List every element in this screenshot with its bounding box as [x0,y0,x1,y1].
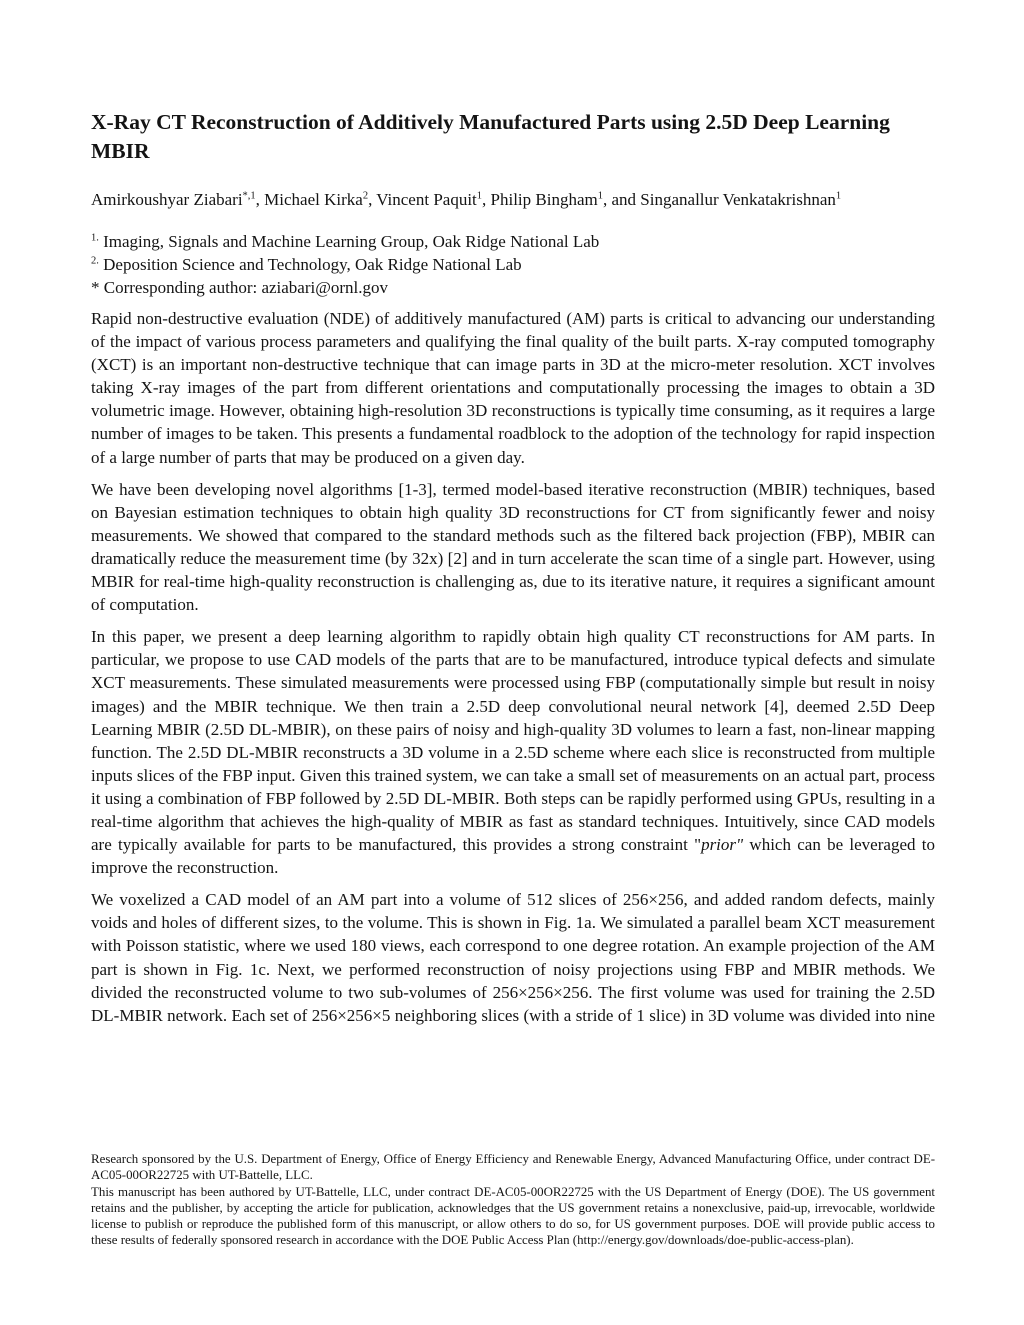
author-separator: , [482,190,491,209]
affiliation-mark: 2. [91,255,99,267]
author-list [91,188,935,211]
affiliation-text: Imaging, Signals and Machine Learning Group, Oak Ridge National Lab [98,232,600,251]
author-name: Singanallur Venkatakrishnan [640,190,836,209]
abstract-body [91,307,935,1027]
author-separator: , [368,190,377,209]
affiliation-item [91,230,935,253]
author-name: Amirkoushyar Ziabari [91,190,243,209]
paragraph-3-text: In this paper, we present a deep learning algorithm to rapidly obtain high quality CT reconstructions for AM parts. In particular, we propose to use CAD models of the parts that are to be manufactured, introduce typical defects and simulate XCT measurements. These simulated measurements were processed using FBP (computationally simple but result in noisy images) and the MBIR technique. We then train a 2.5D deep convolutional neural network [4], deemed 2.5D Deep Learning MBIR (2.5D DL-MBIR), on these pairs of noisy and high-quality 3D volumes to learn a fast, non-linear mapping function. The 2.5D DL-MBIR reconstructs a 3D volume in a 2.5D scheme where each slice is reconstructed from multiple inputs slices of the FBP input. Given this trained system, we can take a small set of measurements on an actual part, process it using a combination of FBP followed by 2.5D DL-MBIR. Both steps can be rapidly performed using GPUs, resulting in a real-time algorithm that achieves the high-quality of MBIR as fast as standard techniques. Intuitively, since CAD models are typically available for parts to be manufactured, this provides a strong constraint " [91,627,935,855]
paragraph-1: Rapid non-destructive evaluation (NDE) of additively manufactured (AM) parts is critical to advancing our understanding of the impact of various process parameters and qualifying the final quality of the built parts. X-ray computed tomography (XCT) is an important non-destructive technique that can image parts in 3D at the micro-meter resolution. XCT involves taking X-ray images of the part from different orientations and computationally processing the images to obtain a 3D volumetric image. However, obtaining high-resolution 3D reconstructions is typically time consuming, as it requires a large number of images to be taken. This presents a fundamental roadblock to the adoption of the technology for rapid inspection of a large number of parts that may be produced on a given day. [91,309,935,467]
affiliation-text: Deposition Science and Technology, Oak Ridge National Lab [98,255,522,274]
author-affiliation-mark: 1 [597,190,603,202]
affiliation-mark: 1. [91,232,99,244]
author-affiliation-mark: 2 [362,190,369,202]
footnotes [91,1151,935,1249]
prior-emphasis: prior" [701,835,744,855]
paragraph-3-end: which can be leveraged to improve the reconstruction. [91,835,935,878]
author-separator: , and [603,190,641,209]
copyright-footnote: This manuscript has been authored by UT-Battelle, LLC, under contract DE-AC05-00OR22725 with the US Department of Energy (DOE). The US government retains and the publisher, by accepting the article for publication, acknowledges that the US government retains a nonexclusive, paid-up, irrevocable, worldwide license to publish or reproduce the published form of this manuscript, or allow others to do so, for US government purposes. DOE will provide public access to these results of federally sponsored research in accordance with the DOE Public Access Plan (http://energy.gov/downloads/doe-public-access-plan). [91,1184,935,1248]
affiliation-list [91,230,935,299]
affiliation-item [91,253,935,276]
paragraph-3 [91,625,935,879]
author-name: Vincent Paquit [376,190,477,209]
author-separator: , [255,190,265,209]
paragraph-2: We have been developing novel algorithms [1-3], termed model-based iterative reconstruction (MBIR) techniques, based on Bayesian estimation techniques to obtain high quality 3D reconstructions for CT from significantly fewer and noisy measurements. We showed that compared to the standard methods such as the filtered back projection (FBP), MBIR can dramatically reduce the measurement time (by 32x) [2] and in turn accelerate the scan time of a single part. However, using MBIR for real-time high-quality reconstruction is challenging as, due to its iterative nature, it requires a significant amount of computation. [91,479,935,615]
sponsor-footnote: Research sponsored by the U.S. Department of Energy, Office of Energy Efficiency and Renewable Energy, Advanced Manufacturing Office, under contract DE-AC05-00OR22725 with UT-Battelle, LLC. [91,1152,935,1183]
author-affiliation-mark: *,1 [242,190,256,202]
paper-page [91,108,935,1036]
corresponding-author: * Corresponding author: aziabari@ornl.gov [91,278,389,297]
paragraph-4: We voxelized a CAD model of an AM part into a volume of 512 slices of 256×256, and added random defects, mainly voids and holes of different sizes, to the volume. This is shown in Fig. 1a. We simulated a parallel beam XCT measurement with Poisson statistic, where we used 180 views, each correspond to one degree rotation. An example projection of the AM part is shown in Fig. 1c. Next, we performed reconstruction of noisy projections using FBP and MBIR methods. We divided the reconstructed volume to two sub-volumes of 256×256×256. The first volume was used for training the 2.5D DL-MBIR network. Each set of 256×256×5 neighboring slices (with a stride of 1 slice) in 3D volume was divided into nine [91,890,935,1025]
author-affiliation-mark: 1 [476,190,483,202]
author-affiliation-mark: 1 [835,190,842,202]
author-name: Philip Bingham [490,190,598,209]
author-name: Michael Kirka [264,190,363,209]
paper-title: X-Ray CT Reconstruction of Additively Manufactured Parts using 2.5D Deep Learning MBIR [91,110,890,163]
